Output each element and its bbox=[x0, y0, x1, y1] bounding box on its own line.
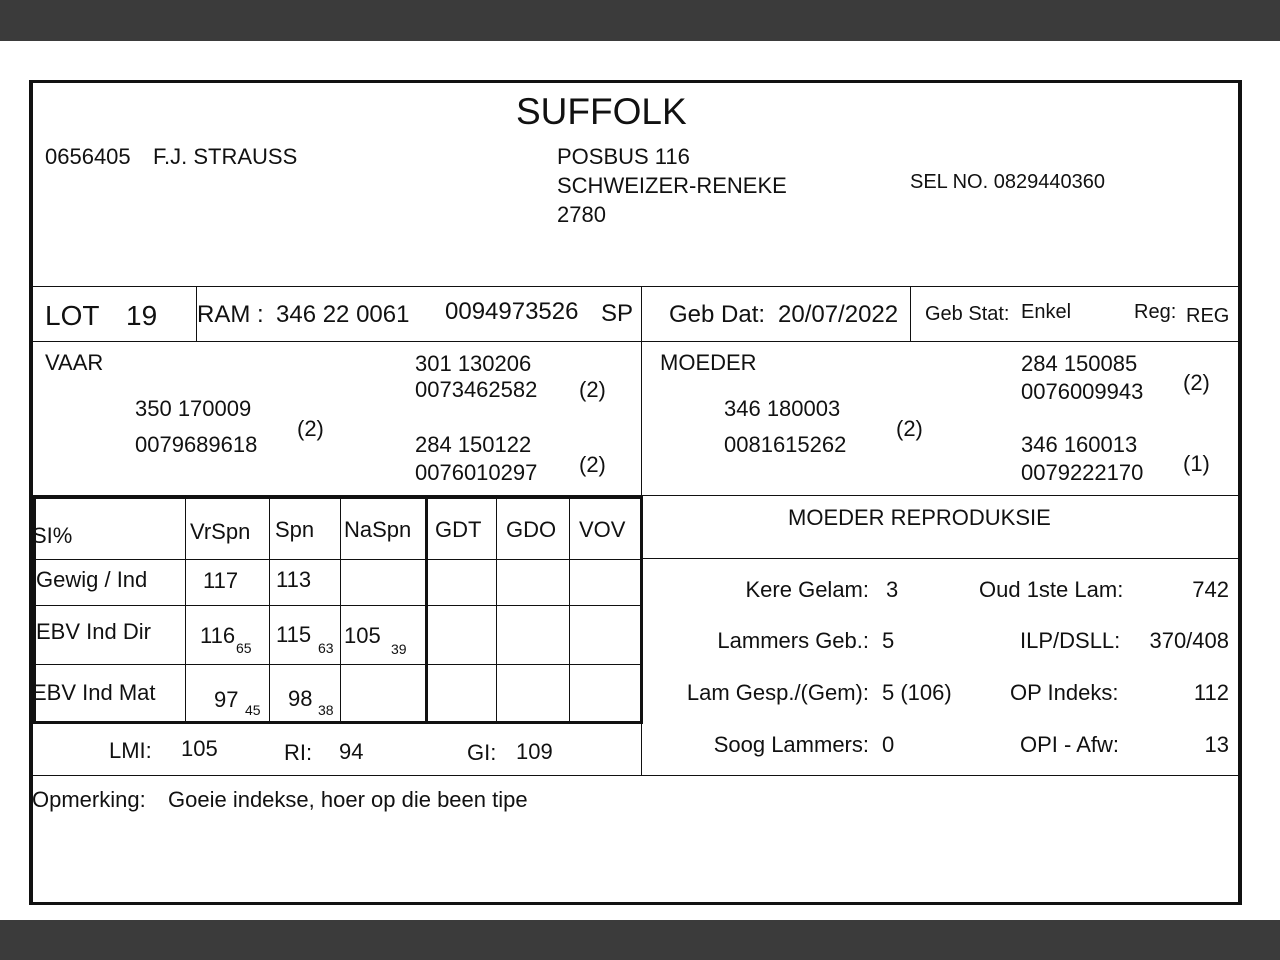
op-indeks-value: 112 bbox=[1193, 680, 1229, 705]
si-row-line-2 bbox=[36, 605, 641, 606]
gi-label: GI: bbox=[467, 740, 497, 765]
frame-bottom bbox=[29, 902, 1242, 905]
si-table-right bbox=[640, 496, 643, 724]
ram-label: RAM : bbox=[197, 301, 264, 328]
si-col-line-4 bbox=[496, 499, 497, 722]
vaar-id: 0079689618 bbox=[135, 432, 258, 457]
rule-lot bbox=[33, 341, 1239, 342]
rule-repro-title bbox=[641, 558, 1239, 559]
si-cell-vrspn: 116 bbox=[200, 623, 236, 648]
si-header-vov: VOV bbox=[579, 517, 626, 542]
top-dark-band bbox=[0, 0, 1280, 41]
vaar-sire-id: 0073462582 bbox=[415, 377, 538, 402]
si-row-label: EBV Ind Mat bbox=[32, 680, 156, 705]
remark-text: Goeie indekse, hoer op die been tipe bbox=[168, 787, 528, 812]
si-col-line-1 bbox=[185, 499, 186, 722]
vaar-dam-code: (2) bbox=[579, 452, 606, 477]
geb-dat-value: 20/07/2022 bbox=[778, 301, 899, 328]
soog-lammers-value: 0 bbox=[882, 732, 895, 757]
si-cell-vrspn: 117 bbox=[203, 568, 239, 593]
si-row-line-1 bbox=[36, 559, 641, 560]
si-header-naspn: NaSpn bbox=[344, 517, 412, 542]
geb-stat-value: Enkel bbox=[1021, 301, 1072, 323]
kere-gelam-value: 3 bbox=[886, 577, 899, 602]
lmi-label: LMI: bbox=[109, 738, 152, 763]
rule-v-geb bbox=[910, 286, 911, 341]
rule-indices bbox=[33, 775, 1239, 776]
frame-left bbox=[29, 80, 33, 905]
vaar-sire-number: 301 130206 bbox=[415, 351, 532, 376]
lot-label: LOT bbox=[45, 300, 100, 331]
ilp-value: 370/408 bbox=[1149, 628, 1229, 653]
lam-gesp-label: Lam Gesp./(Gem): bbox=[686, 680, 869, 705]
vaar-dam-id: 0076010297 bbox=[415, 460, 538, 485]
kere-gelam-label: Kere Gelam: bbox=[745, 577, 869, 602]
ram-suffix: SP bbox=[601, 300, 634, 327]
si-row-line-3 bbox=[36, 664, 641, 665]
owner-name: F.J. STRAUSS bbox=[153, 144, 298, 169]
reg-value: REG bbox=[1186, 305, 1230, 327]
lammers-geb-value: 5 bbox=[882, 628, 895, 653]
moeder-number: 346 180003 bbox=[724, 396, 841, 421]
address-line-1: POSBUS 116 bbox=[557, 144, 690, 169]
moeder-sire-number: 284 150085 bbox=[1021, 351, 1138, 376]
moeder-dam-number: 346 160013 bbox=[1021, 432, 1138, 457]
sel-no: SEL NO. 0829440360 bbox=[910, 171, 1105, 193]
moeder-reproduksie-title: MOEDER REPRODUKSIE bbox=[788, 505, 1051, 530]
remark-label: Opmerking: bbox=[32, 787, 146, 812]
si-row-label: EBV Ind Dir bbox=[36, 619, 151, 644]
ram-number: 346 22 0061 bbox=[276, 301, 410, 328]
si-cell-naspn-sub: 39 bbox=[391, 641, 407, 657]
si-table-top bbox=[33, 496, 643, 499]
si-header-si: SI% bbox=[32, 523, 73, 548]
si-header-vrspn: VrSpn bbox=[190, 519, 251, 544]
opi-afw-value: 13 bbox=[1204, 732, 1229, 757]
si-cell-naspn: 105 bbox=[344, 623, 381, 648]
si-cell-vrspn-sub: 65 bbox=[236, 640, 252, 656]
reg-label: Reg: bbox=[1134, 301, 1177, 323]
moeder-sire-code: (2) bbox=[1183, 370, 1210, 395]
address-line-2: SCHWEIZER-RENEKE bbox=[557, 173, 787, 198]
gi-value: 109 bbox=[516, 739, 553, 764]
si-header-gdo: GDO bbox=[506, 517, 557, 542]
si-cell-spn: 115 bbox=[276, 622, 312, 647]
vaar-sire-code: (2) bbox=[579, 377, 606, 402]
geb-dat-label: Geb Dat: bbox=[669, 301, 766, 328]
vaar-label: VAAR bbox=[45, 350, 104, 375]
si-cell-vrspn: 97 bbox=[214, 687, 239, 712]
lot-card bbox=[29, 80, 1242, 906]
si-row-label: Gewig / Ind bbox=[36, 567, 148, 592]
soog-lammers-label: Soog Lammers: bbox=[713, 732, 869, 757]
moeder-dam-id: 0079222170 bbox=[1021, 460, 1144, 485]
oud-lam-label: Oud 1ste Lam: bbox=[979, 577, 1124, 602]
address-line-3: 2780 bbox=[557, 202, 606, 227]
frame-right bbox=[1238, 80, 1242, 905]
ri-label: RI: bbox=[284, 740, 313, 765]
si-cell-spn-sub: 63 bbox=[318, 640, 334, 656]
moeder-id: 0081615262 bbox=[724, 432, 847, 457]
moeder-label: MOEDER bbox=[660, 350, 757, 375]
bottom-dark-band bbox=[0, 920, 1280, 960]
si-header-gdt: GDT bbox=[435, 517, 482, 542]
moeder-dam-code: (1) bbox=[1183, 451, 1210, 476]
lmi-value: 105 bbox=[181, 736, 218, 761]
si-cell-spn-sub: 38 bbox=[318, 702, 334, 718]
si-cell-vrspn-sub: 45 bbox=[245, 702, 261, 718]
si-cell-spn: 98 bbox=[288, 686, 313, 711]
geb-stat-label: Geb Stat: bbox=[925, 303, 1010, 325]
moeder-code: (2) bbox=[896, 416, 923, 441]
si-header-spn: Spn bbox=[275, 517, 315, 542]
ilp-label: ILP/DSLL: bbox=[1020, 628, 1121, 653]
si-table-divider bbox=[425, 496, 428, 724]
ram-id: 0094973526 bbox=[445, 298, 579, 325]
moeder-sire-id: 0076009943 bbox=[1021, 379, 1144, 404]
owner-id: 0656405 bbox=[45, 144, 131, 169]
si-cell-spn: 113 bbox=[276, 567, 312, 592]
oud-lam-value: 742 bbox=[1192, 577, 1229, 602]
breed-title: SUFFOLK bbox=[516, 91, 687, 132]
vaar-code: (2) bbox=[297, 416, 324, 441]
lot-number: 19 bbox=[126, 300, 158, 331]
si-col-line-2 bbox=[269, 499, 270, 722]
lammers-geb-label: Lammers Geb.: bbox=[717, 628, 869, 653]
frame-top bbox=[29, 80, 1242, 83]
si-col-line-3 bbox=[340, 499, 341, 722]
opi-afw-label: OPI - Afw: bbox=[1020, 732, 1120, 757]
ri-value: 94 bbox=[339, 739, 364, 764]
si-table-bottom bbox=[33, 721, 643, 724]
si-col-line-5 bbox=[569, 499, 570, 722]
lam-gesp-value: 5 (106) bbox=[882, 680, 952, 705]
vaar-number: 350 170009 bbox=[135, 396, 252, 421]
rule-header bbox=[33, 286, 1239, 287]
op-indeks-label: OP Indeks: bbox=[1010, 680, 1119, 705]
vaar-dam-number: 284 150122 bbox=[415, 432, 532, 457]
